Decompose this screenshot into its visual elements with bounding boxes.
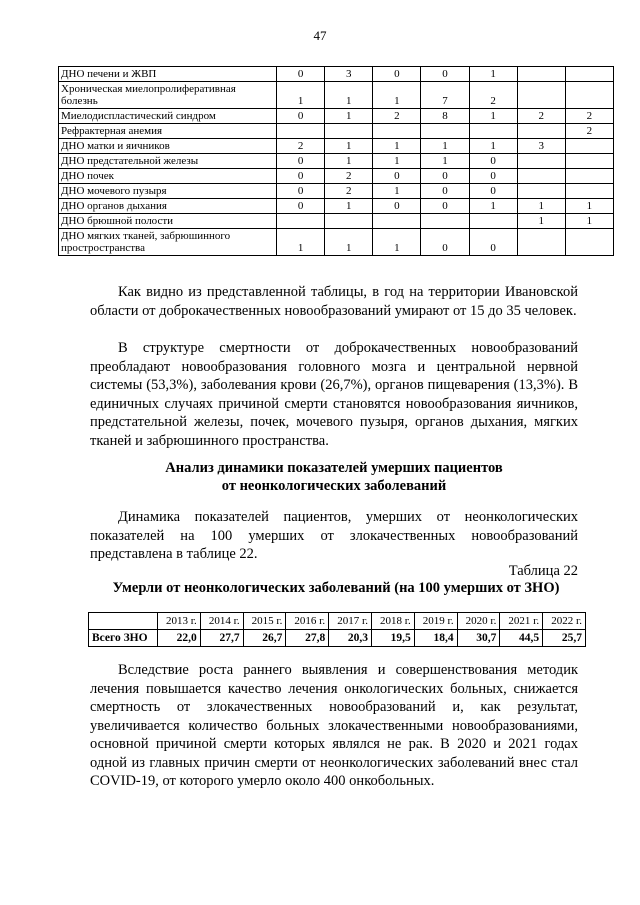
- value-cell: 1: [325, 154, 373, 169]
- value-cell: 2: [325, 169, 373, 184]
- table-row: [59, 229, 614, 256]
- value-cell: 0: [277, 184, 325, 199]
- table-corner-cell: [89, 613, 158, 630]
- value-cell: 0: [277, 109, 325, 124]
- value-cell: 0: [373, 67, 421, 82]
- value-cell: [277, 124, 325, 139]
- value-cell: 0: [421, 184, 469, 199]
- value-cell: 1: [517, 199, 565, 214]
- value-cell: [565, 82, 613, 109]
- table-title: Умерли от неонкологических заболеваний (на 100 умерших от ЗНО): [112, 580, 560, 596]
- row-label: Всего ЗНО: [89, 630, 158, 647]
- value-cell: [565, 139, 613, 154]
- value-cell: 1: [373, 82, 421, 109]
- value-cell: 0: [277, 154, 325, 169]
- value-cell: 0: [373, 199, 421, 214]
- value-cell: 1: [469, 199, 517, 214]
- value-cell: [325, 124, 373, 139]
- table-row: [59, 214, 614, 229]
- paragraph-conclusion: Вследствие роста раннего выявления и совершенствования методик лечения повышается качество лечения онкологических больных, снижается смертность от злокачественных новообразований и, как результат, увеличивается количество больных злокачественными новообразованиями, основной причиной смерти которых являлся не рак. В 2020 и 2021 годах одной из главных причин смерти от неонкологических заболеваний внес стал COVID-19, от которого умерло около 400 онкобольных.: [90, 662, 578, 789]
- value-cell: 0: [469, 169, 517, 184]
- value-cell: [517, 154, 565, 169]
- value-cell: 1: [325, 82, 373, 109]
- value-cell: 1: [517, 214, 565, 229]
- value-cell: 1: [277, 229, 325, 256]
- value-cell: 18,4: [414, 630, 457, 647]
- row-name-cell: ДНО почек: [59, 169, 277, 184]
- value-cell: 2: [517, 109, 565, 124]
- value-cell: [373, 214, 421, 229]
- value-cell: 1: [565, 214, 613, 229]
- value-cell: 1: [325, 109, 373, 124]
- value-cell: 2: [565, 124, 613, 139]
- row-name-cell: ДНО предстательной железы: [59, 154, 277, 169]
- value-cell: [517, 82, 565, 109]
- value-cell: 1: [421, 139, 469, 154]
- value-cell: 8: [421, 109, 469, 124]
- value-cell: 1: [325, 139, 373, 154]
- value-cell: 3: [517, 139, 565, 154]
- year-header: 2019 г.: [414, 613, 457, 630]
- table-row: [59, 199, 614, 214]
- value-cell: 19,5: [371, 630, 414, 647]
- table-row: [59, 139, 614, 154]
- value-cell: [565, 169, 613, 184]
- value-cell: 2: [565, 109, 613, 124]
- value-cell: 0: [277, 199, 325, 214]
- row-name-cell: ДНО органов дыхания: [59, 199, 277, 214]
- value-cell: 1: [373, 184, 421, 199]
- value-cell: 2: [373, 109, 421, 124]
- value-cell: 1: [421, 154, 469, 169]
- value-cell: 27,7: [200, 630, 243, 647]
- year-header: 2018 г.: [371, 613, 414, 630]
- paragraph-dynamics: Динамика показателей пациентов, умерших от неонкологических показателей на 100 умерших от злокачественных новообразований представлена в таблице 22.: [90, 509, 578, 562]
- value-cell: 0: [421, 67, 469, 82]
- table-row: [59, 154, 614, 169]
- value-cell: [469, 124, 517, 139]
- value-cell: [565, 229, 613, 256]
- value-cell: [565, 67, 613, 82]
- value-cell: [517, 169, 565, 184]
- non-oncological-deaths-table: [88, 612, 586, 647]
- value-cell: 1: [325, 229, 373, 256]
- value-cell: [565, 154, 613, 169]
- value-cell: 26,7: [243, 630, 286, 647]
- row-name-cell: ДНО брюшной полости: [59, 214, 277, 229]
- value-cell: 1: [469, 139, 517, 154]
- row-name-cell: Рефрактерная анемия: [59, 124, 277, 139]
- row-name-cell: ДНО матки и яичников: [59, 139, 277, 154]
- value-cell: 2: [277, 139, 325, 154]
- value-cell: 2: [325, 184, 373, 199]
- value-cell: 27,8: [286, 630, 329, 647]
- year-header: 2020 г.: [457, 613, 500, 630]
- value-cell: 1: [565, 199, 613, 214]
- value-cell: 1: [373, 229, 421, 256]
- value-cell: [517, 67, 565, 82]
- year-header: 2013 г.: [158, 613, 201, 630]
- value-cell: 25,7: [543, 630, 586, 647]
- value-cell: [517, 184, 565, 199]
- table-row: [59, 82, 614, 109]
- value-cell: 20,3: [329, 630, 372, 647]
- section-heading-line-2: от неонкологических заболеваний: [221, 478, 447, 494]
- paragraph-summary: Как видно из представленной таблицы, в год на территории Ивановской области от доброкачественных новообразований умирают от 15 до 35 человек.: [90, 284, 578, 319]
- row-name-cell: ДНО печени и ЖВП: [59, 67, 277, 82]
- value-cell: [565, 184, 613, 199]
- value-cell: 30,7: [457, 630, 500, 647]
- value-cell: 1: [469, 67, 517, 82]
- table-row: [59, 67, 614, 82]
- section-heading: [90, 459, 578, 495]
- value-cell: 1: [373, 154, 421, 169]
- value-cell: 1: [469, 109, 517, 124]
- value-cell: 7: [421, 82, 469, 109]
- table-row: [59, 169, 614, 184]
- row-name-cell: Хроническая миелопролиферативная болезнь: [59, 82, 277, 109]
- table-row: [59, 124, 614, 139]
- value-cell: [421, 124, 469, 139]
- benign-tumor-deaths-table: [58, 66, 614, 256]
- value-cell: 44,5: [500, 630, 543, 647]
- table-label: Таблица 22: [508, 563, 578, 579]
- value-cell: [517, 229, 565, 256]
- paragraph-structure: В структуре смертности от доброкачественных новообразований преобладают новообразования головного мозга и центральной нервной системы (53,3%), заболевания крови (26,7%), органов пищеварения (13,3%). В единичных случаях причиной смерти становятся новообразования яичников, предстательной железы, почек, мочевого пузыря, органов дыхания, мягких тканей и забрюшинного пространства.: [90, 340, 578, 449]
- value-cell: 0: [469, 154, 517, 169]
- row-name-cell: ДНО мягких тканей, забрюшинного простространства: [59, 229, 277, 256]
- value-cell: [469, 214, 517, 229]
- value-cell: [373, 124, 421, 139]
- year-header: 2014 г.: [200, 613, 243, 630]
- value-cell: 1: [277, 82, 325, 109]
- value-cell: 1: [373, 139, 421, 154]
- table-row: [59, 184, 614, 199]
- table-row: [59, 109, 614, 124]
- value-cell: [325, 214, 373, 229]
- value-cell: 0: [469, 184, 517, 199]
- value-cell: 3: [325, 67, 373, 82]
- value-cell: [421, 214, 469, 229]
- value-cell: 22,0: [158, 630, 201, 647]
- value-cell: 0: [469, 229, 517, 256]
- value-cell: 0: [373, 169, 421, 184]
- row-name-cell: Миелодиспластический синдром: [59, 109, 277, 124]
- table-row: [89, 630, 586, 647]
- year-header: 2016 г.: [286, 613, 329, 630]
- year-header: 2015 г.: [243, 613, 286, 630]
- value-cell: [517, 124, 565, 139]
- value-cell: 0: [421, 199, 469, 214]
- section-heading-line-1: Анализ динамики показателей умерших пациентов: [165, 460, 503, 476]
- value-cell: 0: [421, 169, 469, 184]
- page-number: 47: [313, 28, 327, 43]
- value-cell: [277, 214, 325, 229]
- year-header: 2021 г.: [500, 613, 543, 630]
- value-cell: 1: [325, 199, 373, 214]
- year-header: 2017 г.: [329, 613, 372, 630]
- row-name-cell: ДНО мочевого пузыря: [59, 184, 277, 199]
- value-cell: 0: [277, 67, 325, 82]
- value-cell: 2: [469, 82, 517, 109]
- value-cell: 0: [277, 169, 325, 184]
- year-header: 2022 г.: [543, 613, 586, 630]
- value-cell: 0: [421, 229, 469, 256]
